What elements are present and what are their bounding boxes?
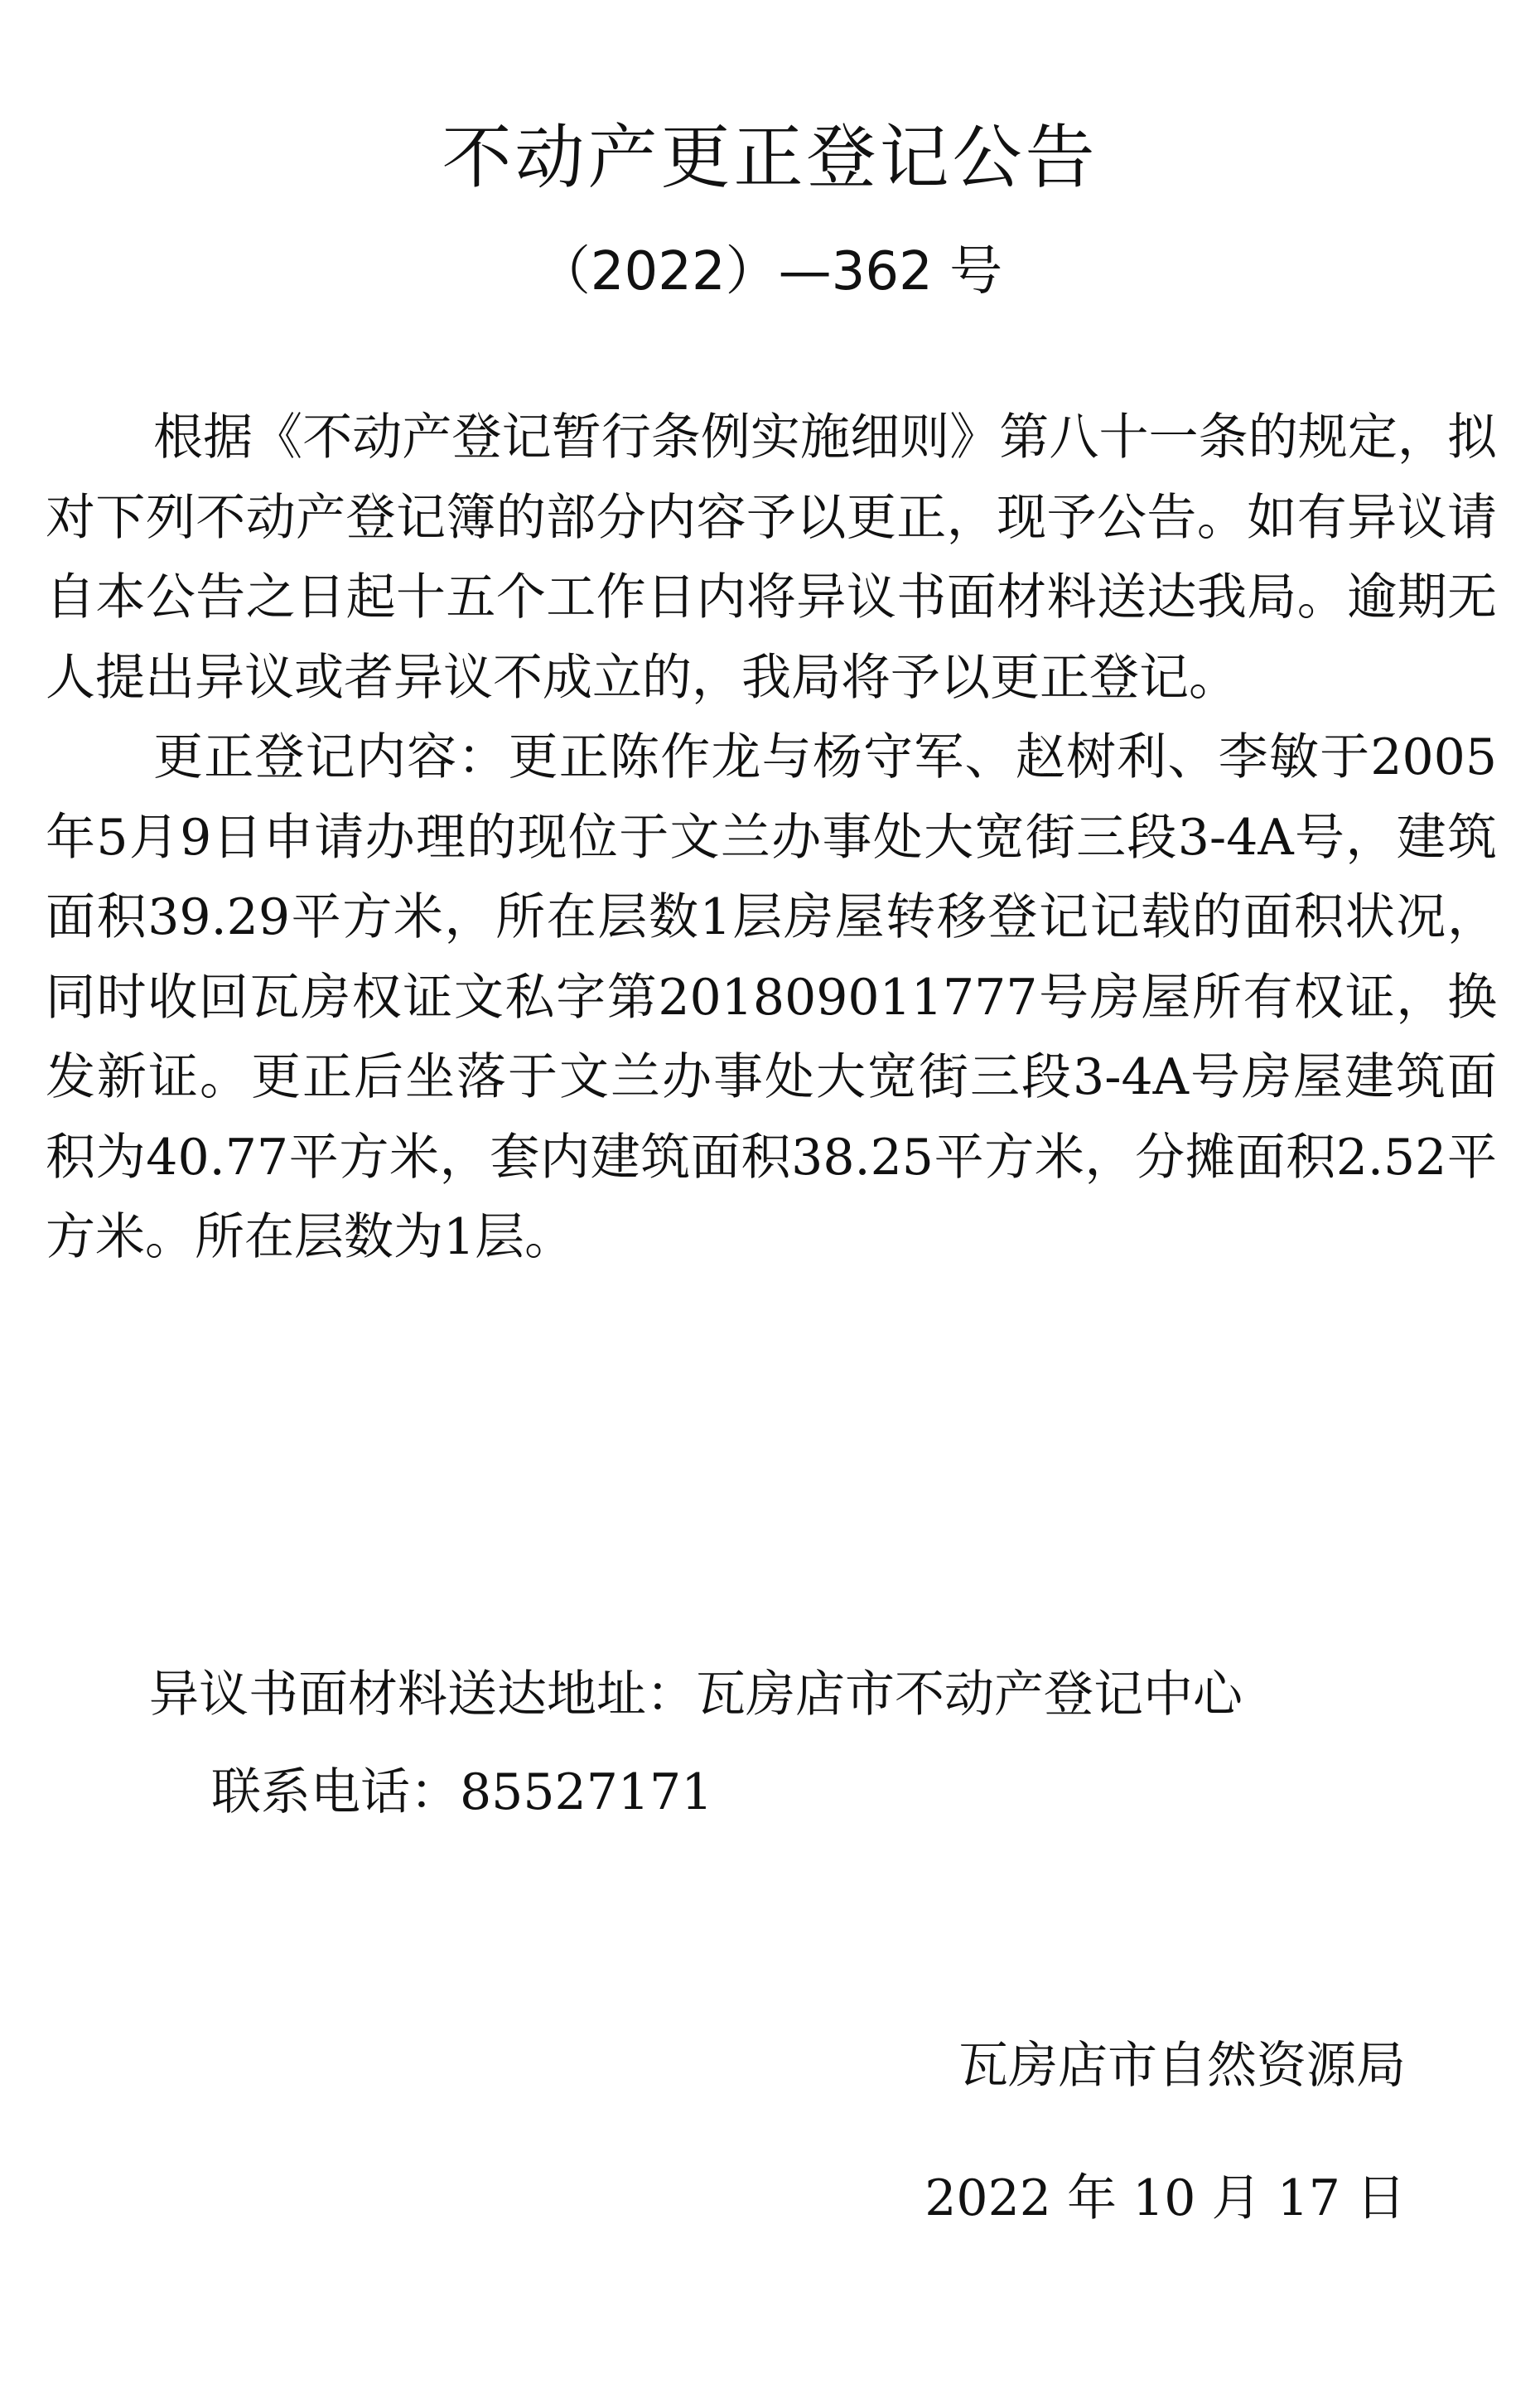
paragraph-correction-content: 更正登记内容：更正陈作龙与杨守军、赵树利、李敏于2005年5月9日申请办理的现位于文兰办事处大宽街三段3-4A号，建筑面积39.29平方米，所在层数1层房屋转移登记记载的面积状况，同时收回瓦房权证文私字第201809011777号房屋所有权证，换发新证。更正后坐落于文兰办事处大宽街三段3-4A号房屋建筑面积为40.77平方米，套内建筑面积38.25平方米，分摊面积2.52平方米。所在层数为1层。 — [46, 728, 1497, 1266]
paragraph-legal-basis: 根据《不动产登记暂行条例实施细则》第八十一条的规定，拟对下列不动产登记簿的部分内容予以更正，现予公告。如有异议请自本公告之日起十五个工作日内将异议书面材料送达我局。逾期无人提出异议或者异议不成立的，我局将予以更正登记。 — [46, 409, 1497, 707]
document-body — [46, 398, 1497, 1278]
document-number: （2022）—362 号 — [537, 241, 1003, 302]
issuing-authority: 瓦房店市自然资源局 — [958, 2037, 1406, 2095]
issue-date: 2022 年 10 月 17 日 — [924, 2169, 1406, 2227]
document-title: 不动产更正登记公告 — [442, 117, 1098, 198]
objection-address: 异议书面材料送达地址：瓦房店市不动产登记中心 — [149, 1666, 1243, 1724]
contact-phone: 联系电话：85527171 — [211, 1763, 713, 1821]
